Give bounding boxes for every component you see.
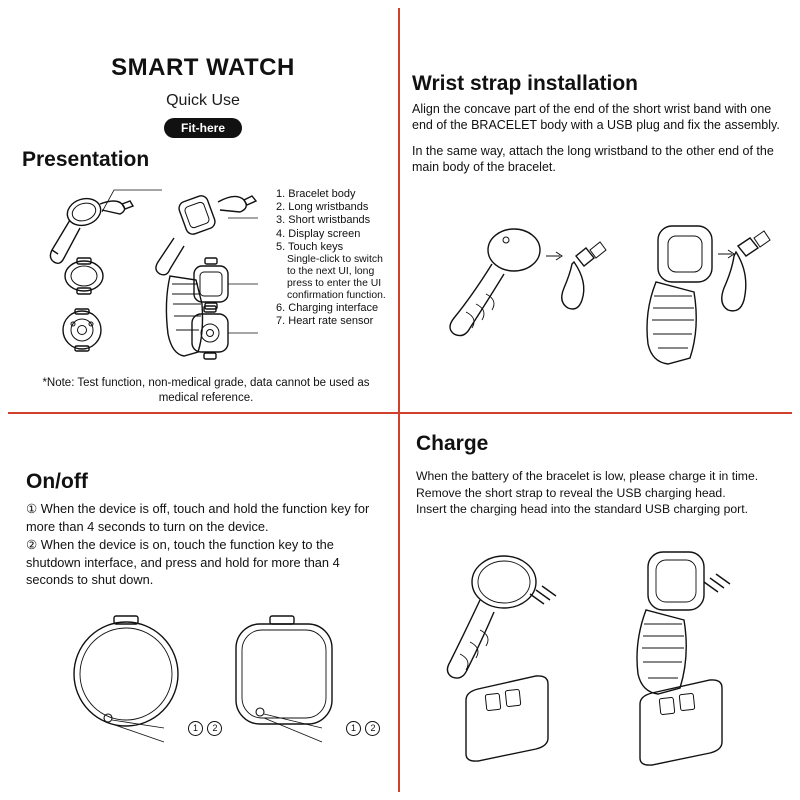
strap-paragraph-1: Align the concave part of the end of the short wrist band with one end of the BRACELET body with a USB plug and fix the assembly. xyxy=(412,102,780,132)
strap-panel xyxy=(402,8,792,412)
charge-illustration xyxy=(408,542,788,772)
onoff-steps xyxy=(26,500,382,589)
charge-line-2: Remove the short strap to reveal the USB charging head. xyxy=(416,485,726,500)
onoff-panel xyxy=(8,416,398,792)
legend-item-6 xyxy=(276,302,394,315)
legend-label-7: Heart rate sensor xyxy=(288,315,374,328)
onoff-step-1-num: ① xyxy=(26,502,38,516)
charge-panel xyxy=(402,416,792,792)
legend-item-5 xyxy=(276,241,394,302)
onoff-heading: On/off xyxy=(26,470,88,493)
parts-legend xyxy=(276,188,394,328)
presentation-heading: Presentation xyxy=(22,148,150,171)
legend-num-5: 5. xyxy=(276,240,286,253)
product-title: SMART WATCH xyxy=(111,54,295,81)
strap-paragraph-2: In the same way, attach the long wristband to the other end of the main body of the bracelet. xyxy=(412,144,774,174)
legend-label-1: Bracelet body xyxy=(288,188,356,200)
medical-note: *Note: Test function, non-medical grade, data cannot be used as medical reference. xyxy=(42,377,370,404)
legend-item-4 xyxy=(276,228,394,241)
onoff-round-callouts xyxy=(188,711,222,736)
onoff-square-illustration xyxy=(226,606,366,756)
charge-line-1: When the battery of the bracelet is low, please charge it in time. xyxy=(416,469,759,483)
callout-round-2: 2 xyxy=(207,721,222,736)
legend-item-3 xyxy=(276,214,394,227)
strap-illustration xyxy=(406,208,792,368)
onoff-round-illustration xyxy=(68,606,208,756)
presentation-panel xyxy=(8,8,398,412)
onoff-step-1-text: When the device is off, touch and hold the function key for more than 4 seconds to turn on the device. xyxy=(26,501,370,534)
callout-round-1: 1 xyxy=(188,721,203,736)
legend-item-1 xyxy=(276,188,394,201)
fit-here-badge: Fit-here xyxy=(164,118,242,138)
legend-num-4: 4. xyxy=(276,227,286,240)
legend-num-7: 7. xyxy=(276,315,286,328)
legend-num-1: 1. xyxy=(276,188,286,200)
onoff-step-1 xyxy=(26,500,382,535)
product-subtitle: Quick Use xyxy=(166,92,240,109)
horizontal-divider xyxy=(8,412,792,414)
onoff-square-callouts xyxy=(346,711,380,736)
callout-square-1: 1 xyxy=(346,721,361,736)
presentation-illustration xyxy=(22,184,272,364)
onoff-step-2-num: ② xyxy=(26,538,38,552)
legend-sub-5: Single-click to switch to the next UI, long press to enter the UI confirmation function. xyxy=(287,254,386,302)
legend-num-6: 6. xyxy=(276,302,286,315)
charge-instructions xyxy=(416,468,788,518)
strap-heading: Wrist strap installation xyxy=(412,72,638,95)
legend-label-5: Touch keys xyxy=(288,240,344,253)
legend-item-7 xyxy=(276,315,394,328)
callout-square-2: 2 xyxy=(365,721,380,736)
onoff-step-2 xyxy=(26,536,382,588)
vertical-divider xyxy=(398,8,400,792)
legend-label-2: Long wristbands xyxy=(288,201,369,214)
charge-line-3: Insert the charging head into the standard USB charging port. xyxy=(416,502,748,516)
onoff-step-2-text: When the device is on, touch the function key to the shutdown interface, and press and hold for more than 4 seconds to shut down. xyxy=(26,537,340,587)
legend-label-4: Display screen xyxy=(288,227,361,240)
legend-label-3: Short wristbands xyxy=(288,214,371,227)
legend-num-3: 3. xyxy=(276,214,286,227)
charge-heading: Charge xyxy=(416,432,489,455)
legend-label-6: Charging interface xyxy=(288,302,379,315)
legend-num-2: 2. xyxy=(276,201,286,214)
legend-item-2 xyxy=(276,201,394,214)
